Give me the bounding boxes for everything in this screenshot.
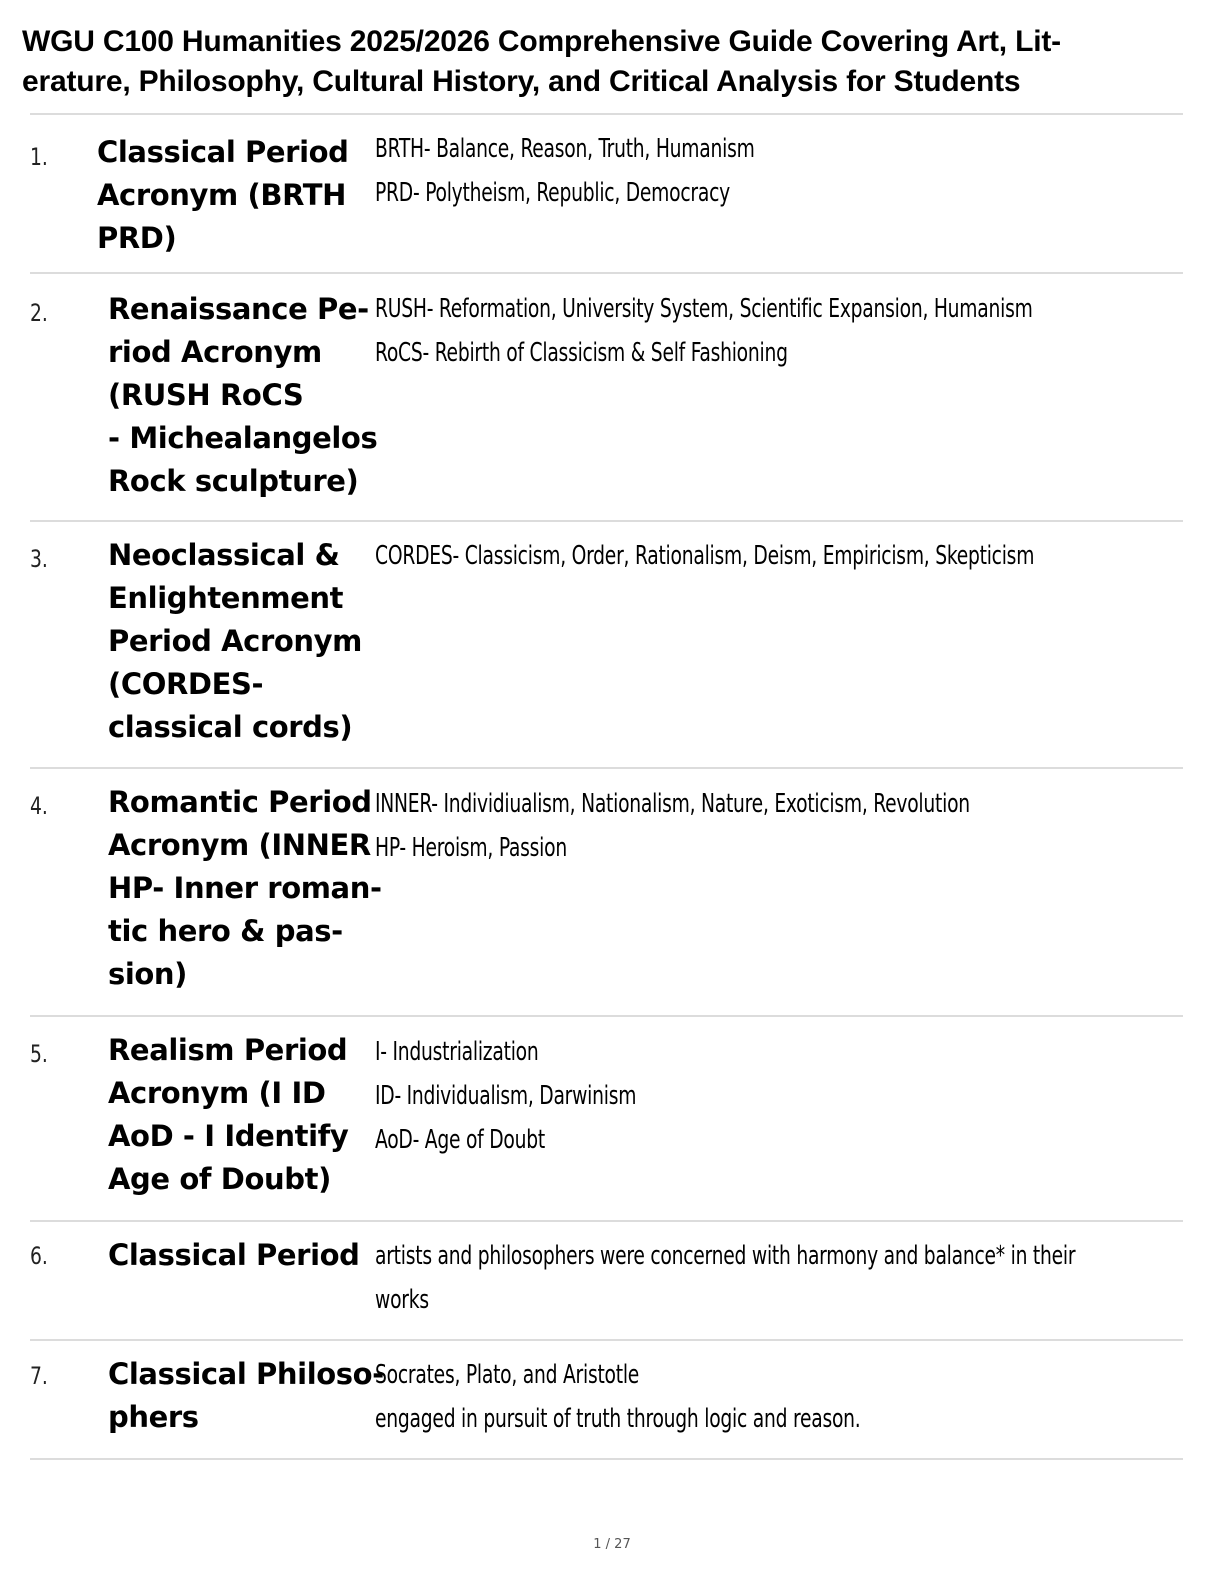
card-definition: I- Industrialization ID- Individualism, Darwinism AoD- Age of Doubt — [375, 1037, 637, 1155]
card-definition: CORDES- Classicism, Order, Rationalism, Deism, Empiricism, Skepticism — [375, 541, 1035, 571]
card-number: 1. — [30, 143, 48, 171]
card-definition: Socrates, Plato, and Aristotle engaged in pursuit of truth through logic and reason. — [375, 1360, 861, 1434]
card-term: Classical Philoso- phers — [108, 1357, 384, 1434]
card-number: 2. — [30, 299, 48, 327]
card-number: 5. — [30, 1040, 48, 1068]
flashcard — [30, 1222, 1183, 1341]
card-term: Renaissance Pe- riod Acronym (RUSH RoCS - Michealangelos Rock sculpture) — [108, 292, 378, 498]
flashcard — [30, 522, 1183, 769]
card-term: Neoclassical & Enlightenment Period Acronym (CORDES- classical cords) — [108, 538, 362, 744]
card-term: Romantic Period Acronym (INNER HP- Inner roman- tic hero & pas- sion) — [108, 785, 382, 991]
flashcard-list — [30, 115, 1183, 1460]
card-term: Classical Period Acronym (BRTH PRD) — [97, 135, 349, 255]
card-number: 3. — [30, 545, 48, 573]
card-definition: BRTH- Balance, Reason, Truth, Humanism PRD- Polytheism, Republic, Democracy — [375, 134, 755, 208]
flashcard — [30, 115, 1183, 274]
flashcard — [30, 274, 1183, 522]
flashcard — [30, 769, 1183, 1017]
flashcard — [30, 1341, 1183, 1460]
card-number: 7. — [30, 1362, 48, 1390]
card-definition: INNER- Individiualism, Nationalism, Nature, Exoticism, Revolution HP- Heroism, Passion — [375, 789, 970, 863]
card-definition: artists and philosophers were concerned with harmony and balance* in their works — [375, 1241, 1076, 1315]
card-definition: RUSH- Reformation, University System, Scientific Expansion, Humanism RoCS- Rebirth of Classicism & Self Fashioning — [375, 294, 1033, 368]
document-title-text: WGU C100 Humanities 2025/2026 Comprehensive Guide Covering Art, Lit- erature, Philosophy, Cultural History, and Critical Analysis for Students — [22, 25, 1061, 98]
card-number: 4. — [30, 792, 48, 820]
card-term: Classical Period — [108, 1238, 360, 1272]
flashcard — [30, 1017, 1183, 1222]
card-term: Realism Period Acronym (I ID AoD - I Identify Age of Doubt) — [108, 1033, 349, 1196]
page-indicator: 1 / 27 — [593, 1537, 631, 1552]
document-title — [22, 22, 1212, 102]
card-number: 6. — [30, 1242, 48, 1270]
